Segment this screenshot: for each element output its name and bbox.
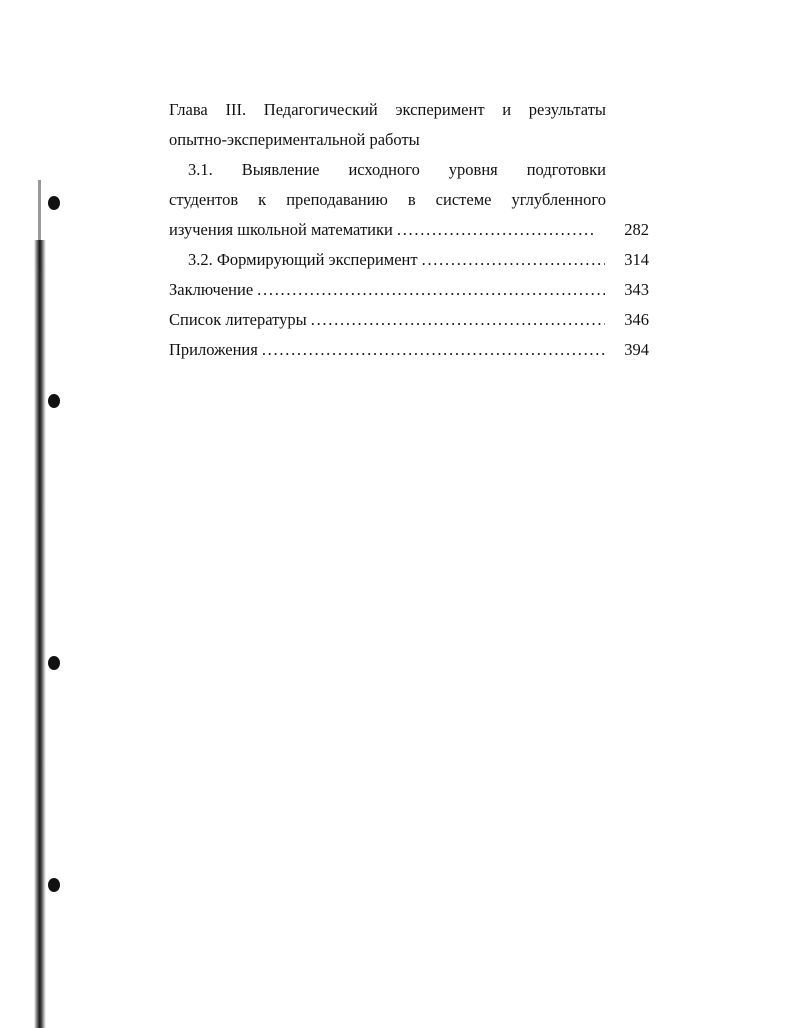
punch-hole-icon [48, 656, 60, 670]
toc-entry-title: Приложения [169, 340, 258, 359]
chapter-3-heading-line-2: опытно-экспериментальной работы [169, 130, 420, 149]
toc-entry-references[interactable] [169, 308, 649, 332]
toc-entry-section-3-2[interactable] [188, 248, 649, 272]
section-3-1-line-1: 3.1. Выявление исходного уровня подготовки [188, 160, 606, 179]
leader-dots [262, 338, 605, 362]
toc-entry-title: Заключение [169, 280, 254, 299]
toc-page-number: 394 [624, 340, 649, 359]
punch-hole-icon [48, 878, 60, 892]
toc-entry-title: 3.2. Формирующий эксперимент [188, 250, 418, 269]
toc-entry-title: изучения школьной математики [169, 220, 393, 239]
chapter-3-heading-line-1: Глава III. Педагогический эксперимент и результаты [169, 100, 606, 119]
toc-page-number: 343 [624, 280, 649, 299]
toc-entry-title: Список литературы [169, 310, 307, 329]
toc-page-number: 314 [624, 250, 649, 269]
toc-page-number: 282 [624, 220, 649, 239]
punch-hole-icon [48, 196, 60, 210]
leader-dots [257, 278, 605, 302]
section-3-1-line-2: студентов к преподаванию в системе углубленного [169, 190, 606, 209]
leader-dots [422, 248, 605, 272]
leader-dots [311, 308, 605, 332]
leader-dots [397, 218, 593, 242]
toc-entry-section-3-1[interactable] [169, 218, 649, 242]
punch-hole-icon [48, 394, 60, 408]
toc-entry-conclusion[interactable] [169, 278, 649, 302]
toc-entry-appendices[interactable] [169, 338, 649, 362]
toc-page-number: 346 [624, 310, 649, 329]
scan-binding-edge [34, 240, 46, 1028]
